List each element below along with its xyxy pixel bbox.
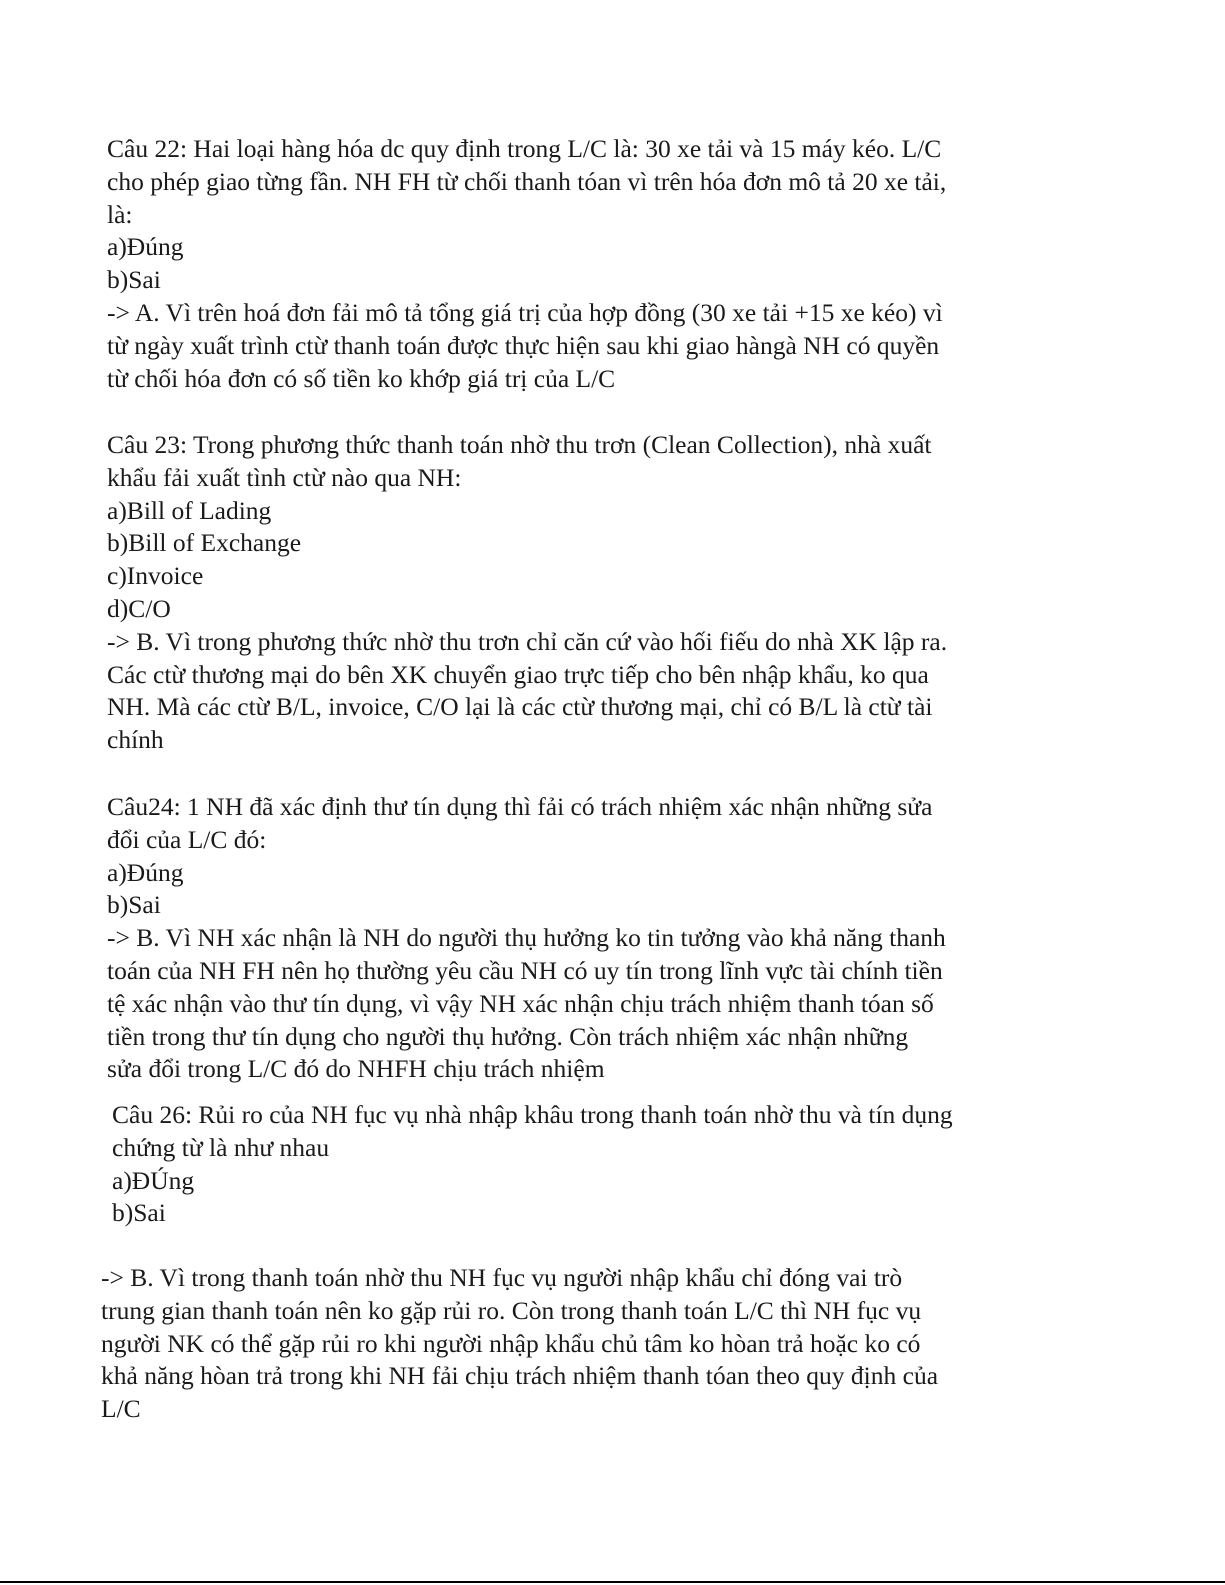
text-line: d)C/O — [107, 593, 171, 623]
question-22-block — [107, 133, 946, 395]
text-line: tệ xác nhận vào thư tín dụng, vì vậy NH xác nhận chịu trách nhiệm thanh tóan số — [107, 988, 934, 1018]
text-line: c)Invoice — [107, 561, 204, 591]
text-line: người NK có thể gặp rủi ro khi người nhập khẩu chủ tâm ko hòan trả hoặc ko có — [101, 1328, 921, 1358]
text-line: a)ĐÚng — [112, 1165, 195, 1195]
text-line: từ ngày xuất trình ctừ thanh toán được thực hiện sau khi giao hàngà NH có quyền — [107, 330, 940, 360]
text-line: a)Bill of Lading — [107, 495, 272, 525]
text-line: khả năng hòan trả trong khi NH fải chịu trách nhiệm thanh tóan theo quy định của — [101, 1361, 939, 1391]
question-26-answer-block — [101, 1262, 938, 1426]
text-line: b)Bill of Exchange — [107, 528, 302, 558]
question-23-block — [107, 429, 947, 757]
text-line: -> B. Vì trong thanh toán nhờ thu NH fục vụ người nhập khẩu chỉ đóng vai trò — [101, 1263, 903, 1292]
text-line: Câu 26: Rủi ro của NH fục vụ nhà nhập khâu trong thanh toán nhờ thu và tín dụng — [112, 1100, 953, 1129]
text-line: khẩu fải xuất tình ctừ nào qua NH: — [107, 462, 462, 492]
text-line: sửa đổi trong L/C đó do NHFH chịu trách nhiệm — [107, 1054, 605, 1084]
text-line: trung gian thanh toán nên ko gặp rủi ro. Còn trong thanh toán L/C thì NH fục vụ — [101, 1295, 922, 1325]
text-line: tiền trong thư tín dụng cho người thụ hưởng. Còn trách nhiệm xác nhận những — [107, 1021, 909, 1051]
text-line: chứng từ là như nhau — [112, 1132, 330, 1162]
text-line: chính — [107, 725, 164, 755]
text-line: -> A. Vì trên hoá đơn fải mô tả tổng giá trị của hợp đồng (30 xe tải +15 xe kéo) vì — [107, 297, 943, 327]
text-line: Câu 22: Hai loại hàng hóa dc quy định trong L/C là: 30 xe tải và 15 máy kéo. L/C — [107, 134, 942, 163]
question-26-block — [112, 1099, 953, 1230]
text-line: cho phép giao từng fần. NH FH từ chối thanh tóan vì trên hóa đơn mô tả 20 xe tải, — [107, 166, 947, 196]
text-line: Câu 23: Trong phương thức thanh toán nhờ thu trơn (Clean Collection), nhà xuất — [107, 430, 932, 459]
text-line: Câu24: 1 NH đã xác định thư tín dụng thì fải có trách nhiệm xác nhận những sửa — [107, 792, 933, 821]
text-line: Các ctừ thương mại do bên XK chuyển giao trực tiếp cho bên nhập khẩu, ko qua — [107, 659, 929, 689]
text-line: -> B. Vì NH xác nhận là NH do người thụ hưởng ko tin tưởng vào khả năng thanh — [107, 923, 946, 953]
text-line: a)Đúng — [107, 857, 184, 887]
text-line: là: — [107, 199, 133, 229]
page-bottom-divider — [0, 1581, 1225, 1583]
text-line: b)Sai — [107, 890, 161, 920]
text-line: toán của NH FH nên họ thường yêu cầu NH có uy tín trong lĩnh vực tài chính tiền — [107, 955, 943, 985]
text-line: L/C — [101, 1394, 141, 1424]
text-line: từ chối hóa đơn có số tiền ko khớp giá trị của L/C — [107, 363, 616, 393]
text-line: a)Đúng — [107, 232, 184, 262]
question-24-block — [107, 791, 946, 1086]
text-line: đổi của L/C đó: — [107, 824, 267, 854]
text-line: -> B. Vì trong phương thức nhờ thu trơn chỉ căn cứ vào hối fiếu do nhà XK lập ra. — [107, 626, 948, 656]
text-line: b)Sai — [112, 1198, 166, 1228]
text-line: b)Sai — [107, 265, 161, 295]
text-line: NH. Mà các ctừ B/L, invoice, C/O lại là các ctừ thương mại, chỉ có B/L là ctừ tài — [107, 692, 933, 722]
